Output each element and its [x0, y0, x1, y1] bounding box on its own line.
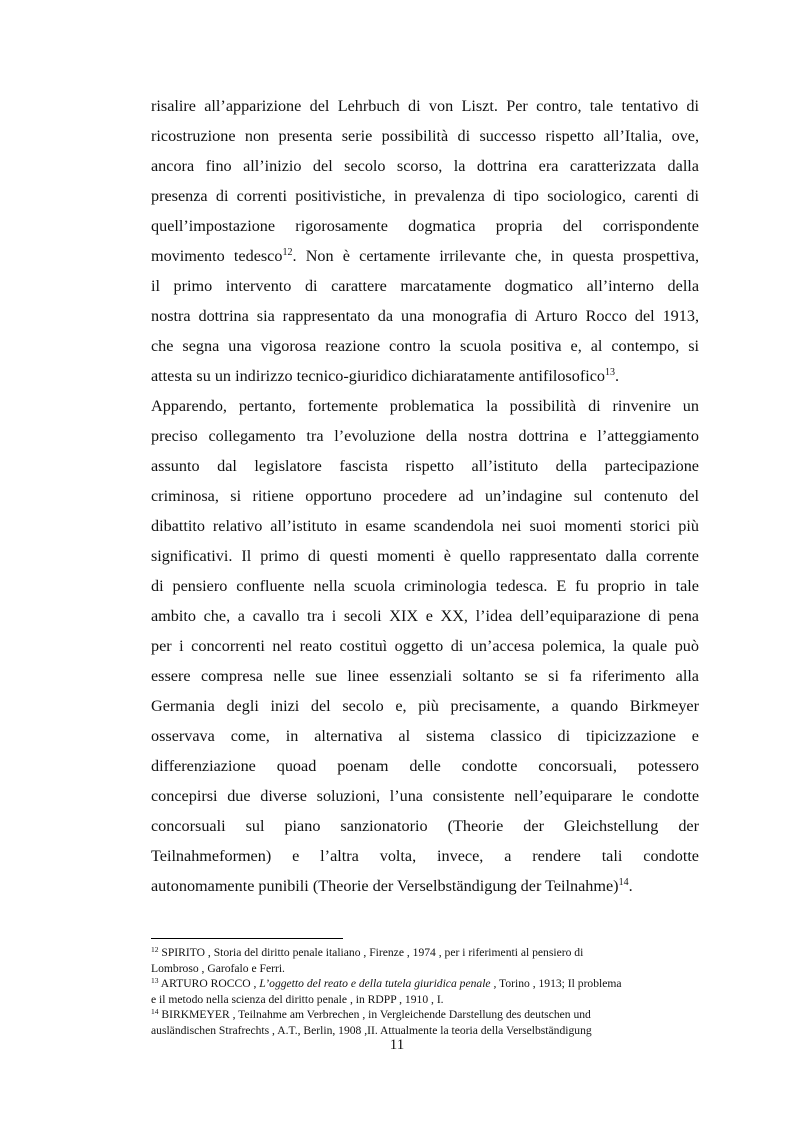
body-line: criminosa, si ritiene opportuno procedere ad un’indagine sul contenuto del [151, 487, 699, 505]
page-number: 11 [389, 1037, 405, 1053]
body-line: concorsuali sul piano sanzionatorio (Theorie der Gleichstellung der [151, 817, 699, 835]
body-text-segment: attesta su un indirizzo tecnico-giuridico dichiaratamente antifilosofico [151, 367, 605, 385]
body-line: che segna una vigorosa reazione contro la scuola positiva e, al contempo, si [151, 337, 699, 355]
footnote-13 [151, 976, 699, 992]
body-line: assunto dal legislatore fascista rispetto all’istituto della partecipazione [151, 457, 699, 475]
footnote-book-title: L’oggetto del reato e della tutela giuridica penale , [259, 977, 497, 990]
paragraph-end-period: . [615, 367, 620, 385]
footnote-number: 13 [151, 976, 159, 985]
body-line: preciso collegamento tra l’evoluzione della nostra dottrina e l’atteggiamento [151, 427, 699, 445]
body-line: quell’impostazione rigorosamente dogmatica propria del corrispondente [151, 217, 699, 235]
body-line: essere compresa nelle sue linee essenziali soltanto se si fa riferimento alla [151, 667, 699, 685]
body-line: per i concorrenti nel reato costituì oggetto di un’accesa polemica, la quale può [151, 637, 699, 655]
footnote-text: Torino , 1913; Il problema [496, 977, 622, 990]
body-line: Germania degli inizi del secolo e, più precisamente, a quando Birkmeyer [151, 697, 699, 715]
footnote-12-cont: Lombroso , Garofalo e Ferri. [151, 961, 285, 975]
footnote-12 [151, 945, 699, 961]
body-line: dibattito relativo all’istituto in esame scandendola nei suoi momenti storici più [151, 517, 699, 535]
body-line: concepirsi due diverse soluzioni, l’una consistente nell’equiparare le condotte [151, 787, 699, 805]
body-line-with-note-ref [151, 871, 699, 901]
footnote-13-cont: e il metodo nella scienza del diritto penale , in RDPP , 1910 , I. [151, 992, 444, 1006]
body-line: differenziazione quoad poenam delle condotte concorsuali, potessero [151, 757, 699, 775]
body-text-segment: autonomamente punibili (Theorie der Verselbständigung der Teilnahme) [151, 877, 619, 895]
paragraph-end-period: . [628, 877, 633, 895]
body-line: nostra dottrina sia rappresentato da una monografia di Arturo Rocco del 1913, [151, 307, 699, 325]
footnote-ref-14: 14 [618, 877, 629, 888]
footnote-14 [151, 1007, 699, 1023]
body-line: significativi. Il primo di questi momenti è quello rappresentato dalla corrente [151, 547, 699, 565]
footnote-text: SPIRITO , Storia del diritto penale italiano , Firenze , 1974 , per i riferimenti al pensiero di [158, 946, 584, 959]
body-line: Teilnahmeformen) e l’altra volta, invece, a rendere tali condotte [151, 847, 699, 865]
footnote-number: 14 [151, 1007, 159, 1016]
footnote-ref-12: 12 [282, 247, 293, 258]
body-line: osservava come, in alternativa al sistema classico di tipicizzazione e [151, 727, 699, 745]
body-line: ancora fino all’inizio del secolo scorso, la dottrina era caratterizzata dalla [151, 157, 699, 175]
footnote-ref-13: 13 [605, 367, 615, 378]
footnote-14-cont: ausländischen Strafrechts , A.T., Berlin, 1908 ,II. Attualmente la teoria della Verselbständigung [151, 1023, 592, 1037]
footnote-author: ARTURO ROCCO , [158, 977, 260, 990]
footnote-number: 12 [151, 945, 159, 954]
body-line: risalire all’apparizione del Lehrbuch di von Liszt. Per contro, tale tentativo di [151, 97, 699, 115]
body-line: presenza di correnti positivistiche, in prevalenza di tipo sociologico, carenti di [151, 187, 699, 205]
body-paragraphs [151, 91, 699, 901]
body-line: ricostruzione non presenta serie possibilità di successo rispetto all’Italia, ove, [151, 127, 699, 145]
body-line: Apparendo, pertanto, fortemente problematica la possibilità di rinvenire un [151, 397, 699, 415]
body-line: il primo intervento di carattere marcatamente dogmatico all’interno della [151, 277, 699, 295]
body-line-with-note-ref [151, 361, 699, 391]
body-line-with-note-ref [151, 241, 699, 271]
body-line: ambito che, a cavallo tra i secoli XIX e XX, l’idea dell’equiparazione di pena [151, 607, 699, 625]
footnote-separator [151, 938, 343, 939]
body-text-segment: . Non è certamente irrilevante che, in questa prospettiva, [292, 247, 700, 265]
body-line: di pensiero confluente nella scuola criminologia tedesca. E fu proprio in tale [151, 577, 699, 595]
footnote-text: BIRKMEYER , Teilnahme am Verbrechen , in Vergleichende Darstellung des deutschen und [158, 1008, 591, 1021]
footnotes [151, 945, 699, 1038]
body-text-segment: movimento tedesco [151, 247, 283, 265]
